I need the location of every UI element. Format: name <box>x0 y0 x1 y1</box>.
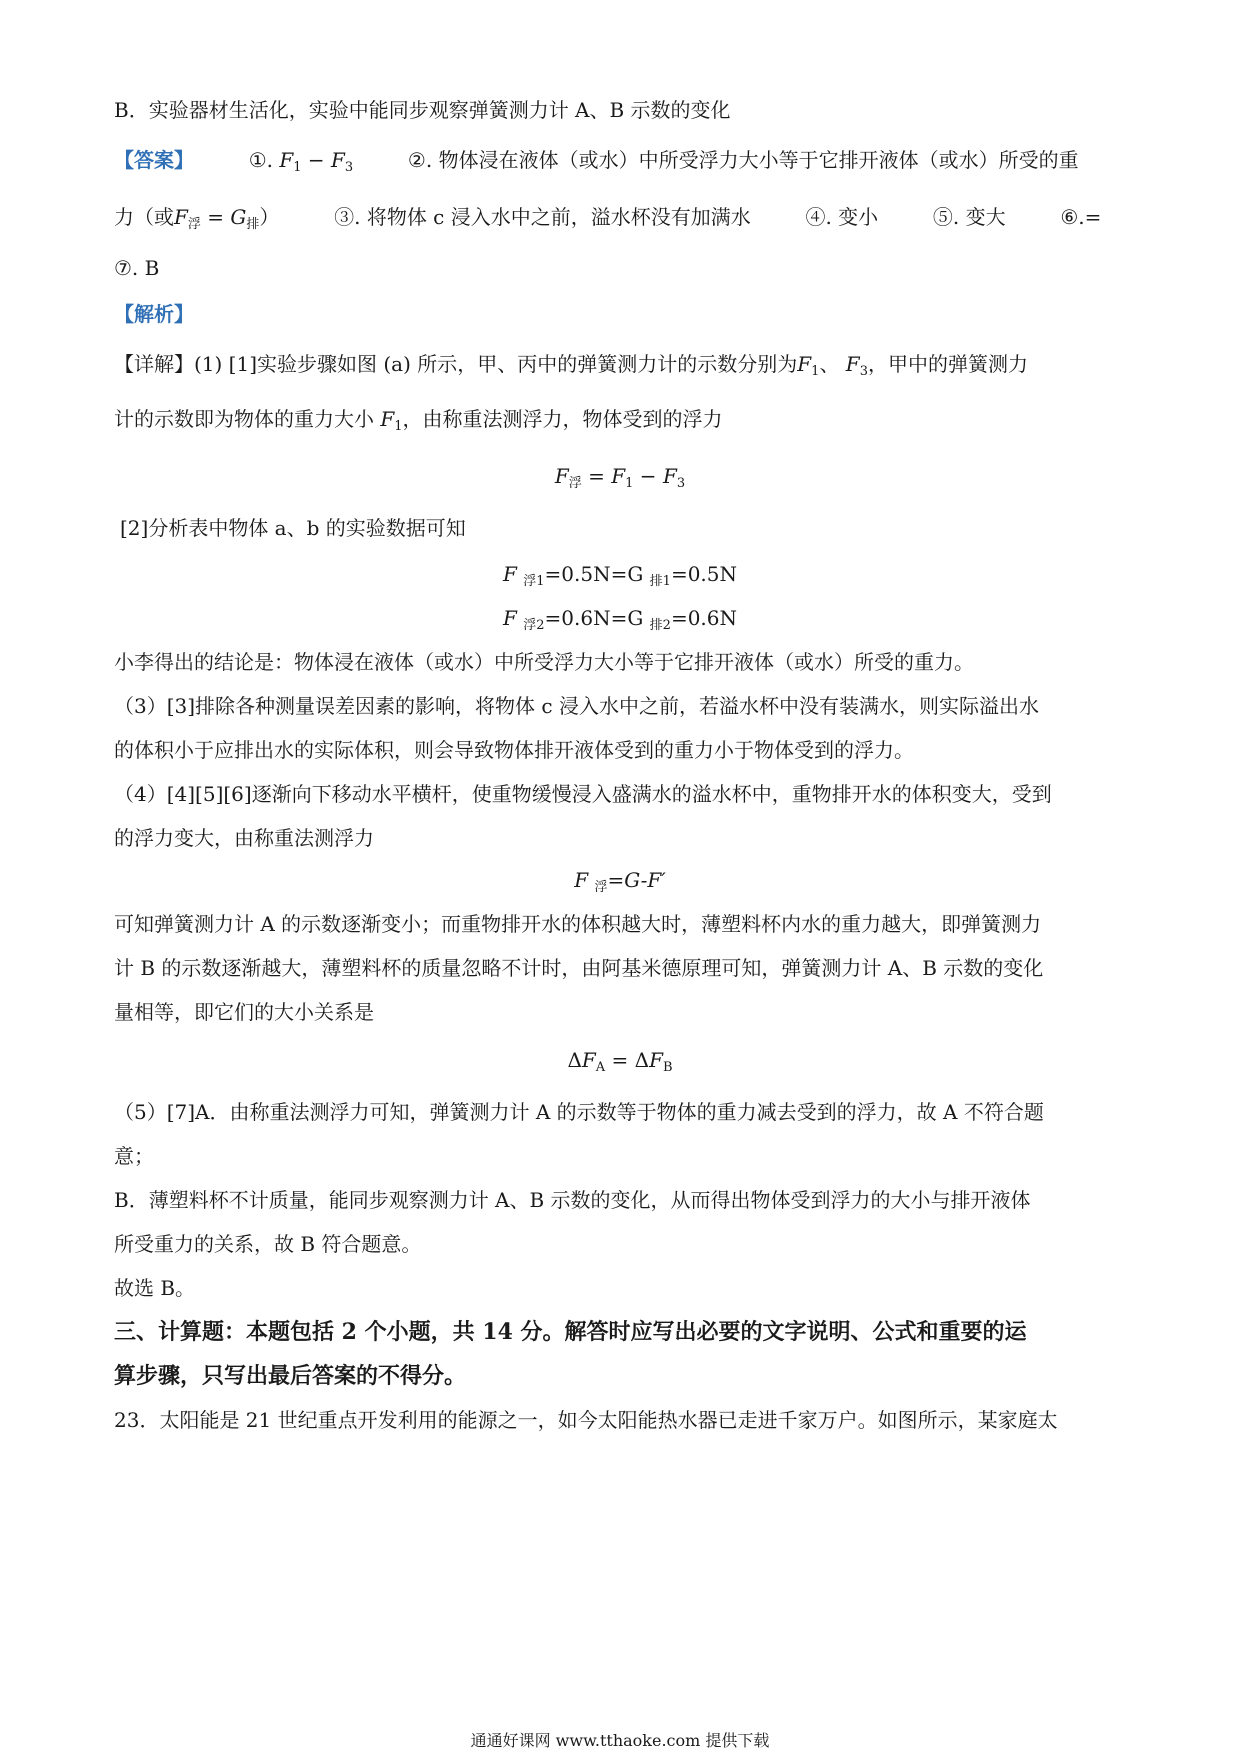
detail-line-7: （4）[4][5][6]逐渐向下移动水平横杆，使重物缓慢浸入盛满水的溢水杯中，重物排开水的体积变大，受到 <box>114 782 1052 806</box>
detail-line-3: [2]分析表中物体 a、b 的实验数据可知 <box>120 516 466 540</box>
detail-line-2: 计的示数即为物体的重力大小 $F_1$，由称重法测浮力，物体受到的浮力 <box>114 407 723 434</box>
answer-line-2: 力（或$F_浮 = G_排$） ③. 将物体 c 浸入水中之前，溢水杯没有加满水 ④. 变小 ⑤. 变大 ⑥.= <box>114 205 1102 232</box>
detail-line-10: 计 B 的示数逐渐越大，薄塑料杯的质量忽略不计时，由阿基米德原理可知，弹簧测力计 A、B 示数的变化 <box>114 956 1044 980</box>
equation-data-b: F $_{浮2}$=0.6N=G $_{排2}$=0.6N <box>502 606 738 633</box>
answer-6: ⑥.= <box>1060 205 1102 229</box>
equation-data-a: F $_{浮1}$=0.5N=G $_{排1}$=0.5N <box>502 562 738 589</box>
analysis-tag: 【解析】 <box>114 302 194 326</box>
detail-line-4: 小李得出的结论是：物体浸在液体（或水）中所受浮力大小等于它排开液体（或水）所受的重力。 <box>114 650 974 674</box>
question-23: 23．太阳能是 21 世纪重点开发利用的能源之一，如今太阳能热水器已走进千家万户。如图所示，某家庭太 <box>114 1408 1058 1432</box>
option-b-line: B．实验器材生活化，实验中能同步观察弹簧测力计 A、B 示数的变化 <box>114 98 731 122</box>
equation-buoyancy: $F_浮 = F_1 - F_3$ <box>554 464 686 491</box>
detail-line-8: 的浮力变大，由称重法测浮力 <box>114 826 374 850</box>
equation-weighing: F $_浮$=G-F′ <box>574 868 666 895</box>
answer-1: ①. $F_1 - F_3$ <box>248 148 354 175</box>
answer-4: ④. 变小 <box>805 205 879 229</box>
detail-line-15: 所受重力的关系，故 B 符合题意。 <box>114 1232 422 1256</box>
detail-line-9: 可知弹簧测力计 A 的示数逐渐变小；而重物排开水的体积越大时，薄塑料杯内水的重力越大，即弹簧测力 <box>114 912 1042 936</box>
detail-line-12: （5）[7]A．由称重法测浮力可知，弹簧测力计 A 的示数等于物体的重力减去受到的浮力，故 A 不符合题 <box>114 1100 1044 1124</box>
answer-line-1 <box>114 146 1079 174</box>
section-heading-2: 算步骤，只写出最后答案的不得分。 <box>114 1363 467 1389</box>
equation-delta: $\Delta F_A = \Delta F_B$ <box>567 1048 673 1075</box>
detail-line-1: 【详解】(1) [1]实验步骤如图 (a) 所示，甲、丙中的弹簧测力计的示数分别为$F_1$、 $F_3$，甲中的弹簧测力 <box>114 352 1028 379</box>
detail-line-5: （3）[3]排除各种测量误差因素的影响，将物体 c 浸入水中之前，若溢水杯中没有装满水，则实际溢出水 <box>114 694 1039 718</box>
section-heading-1: 三、计算题：本题包括 2 个小题，共 14 分。解答时应写出必要的文字说明、公式和重要的运 <box>114 1319 1027 1345</box>
answer-tag: 【答案】 <box>114 148 194 172</box>
answer-5: ⑤. 变大 <box>932 205 1006 229</box>
detail-line-16: 故选 B。 <box>114 1276 196 1300</box>
detail-line-14: B．薄塑料杯不计质量，能同步观察测力计 A、B 示数的变化，从而得出物体受到浮力的大小与排开液体 <box>114 1188 1031 1212</box>
answer-3: ③. 将物体 c 浸入水中之前，溢水杯没有加满水 <box>334 205 751 229</box>
answer-2: ②. 物体浸在液体（或水）中所受浮力大小等于它排开液体（或水）所受的重 <box>407 148 1079 172</box>
detail-line-11: 量相等，即它们的大小关系是 <box>114 1000 374 1024</box>
detail-line-13: 意； <box>114 1144 154 1168</box>
answer-7: ⑦. B <box>114 256 160 280</box>
footer-source: 通通好课网 www.tthaoke.com 提供下载 <box>470 1731 770 1750</box>
detail-line-6: 的体积小于应排出水的实际体积，则会导致物体排开液体受到的重力小于物体受到的浮力。 <box>114 738 914 762</box>
